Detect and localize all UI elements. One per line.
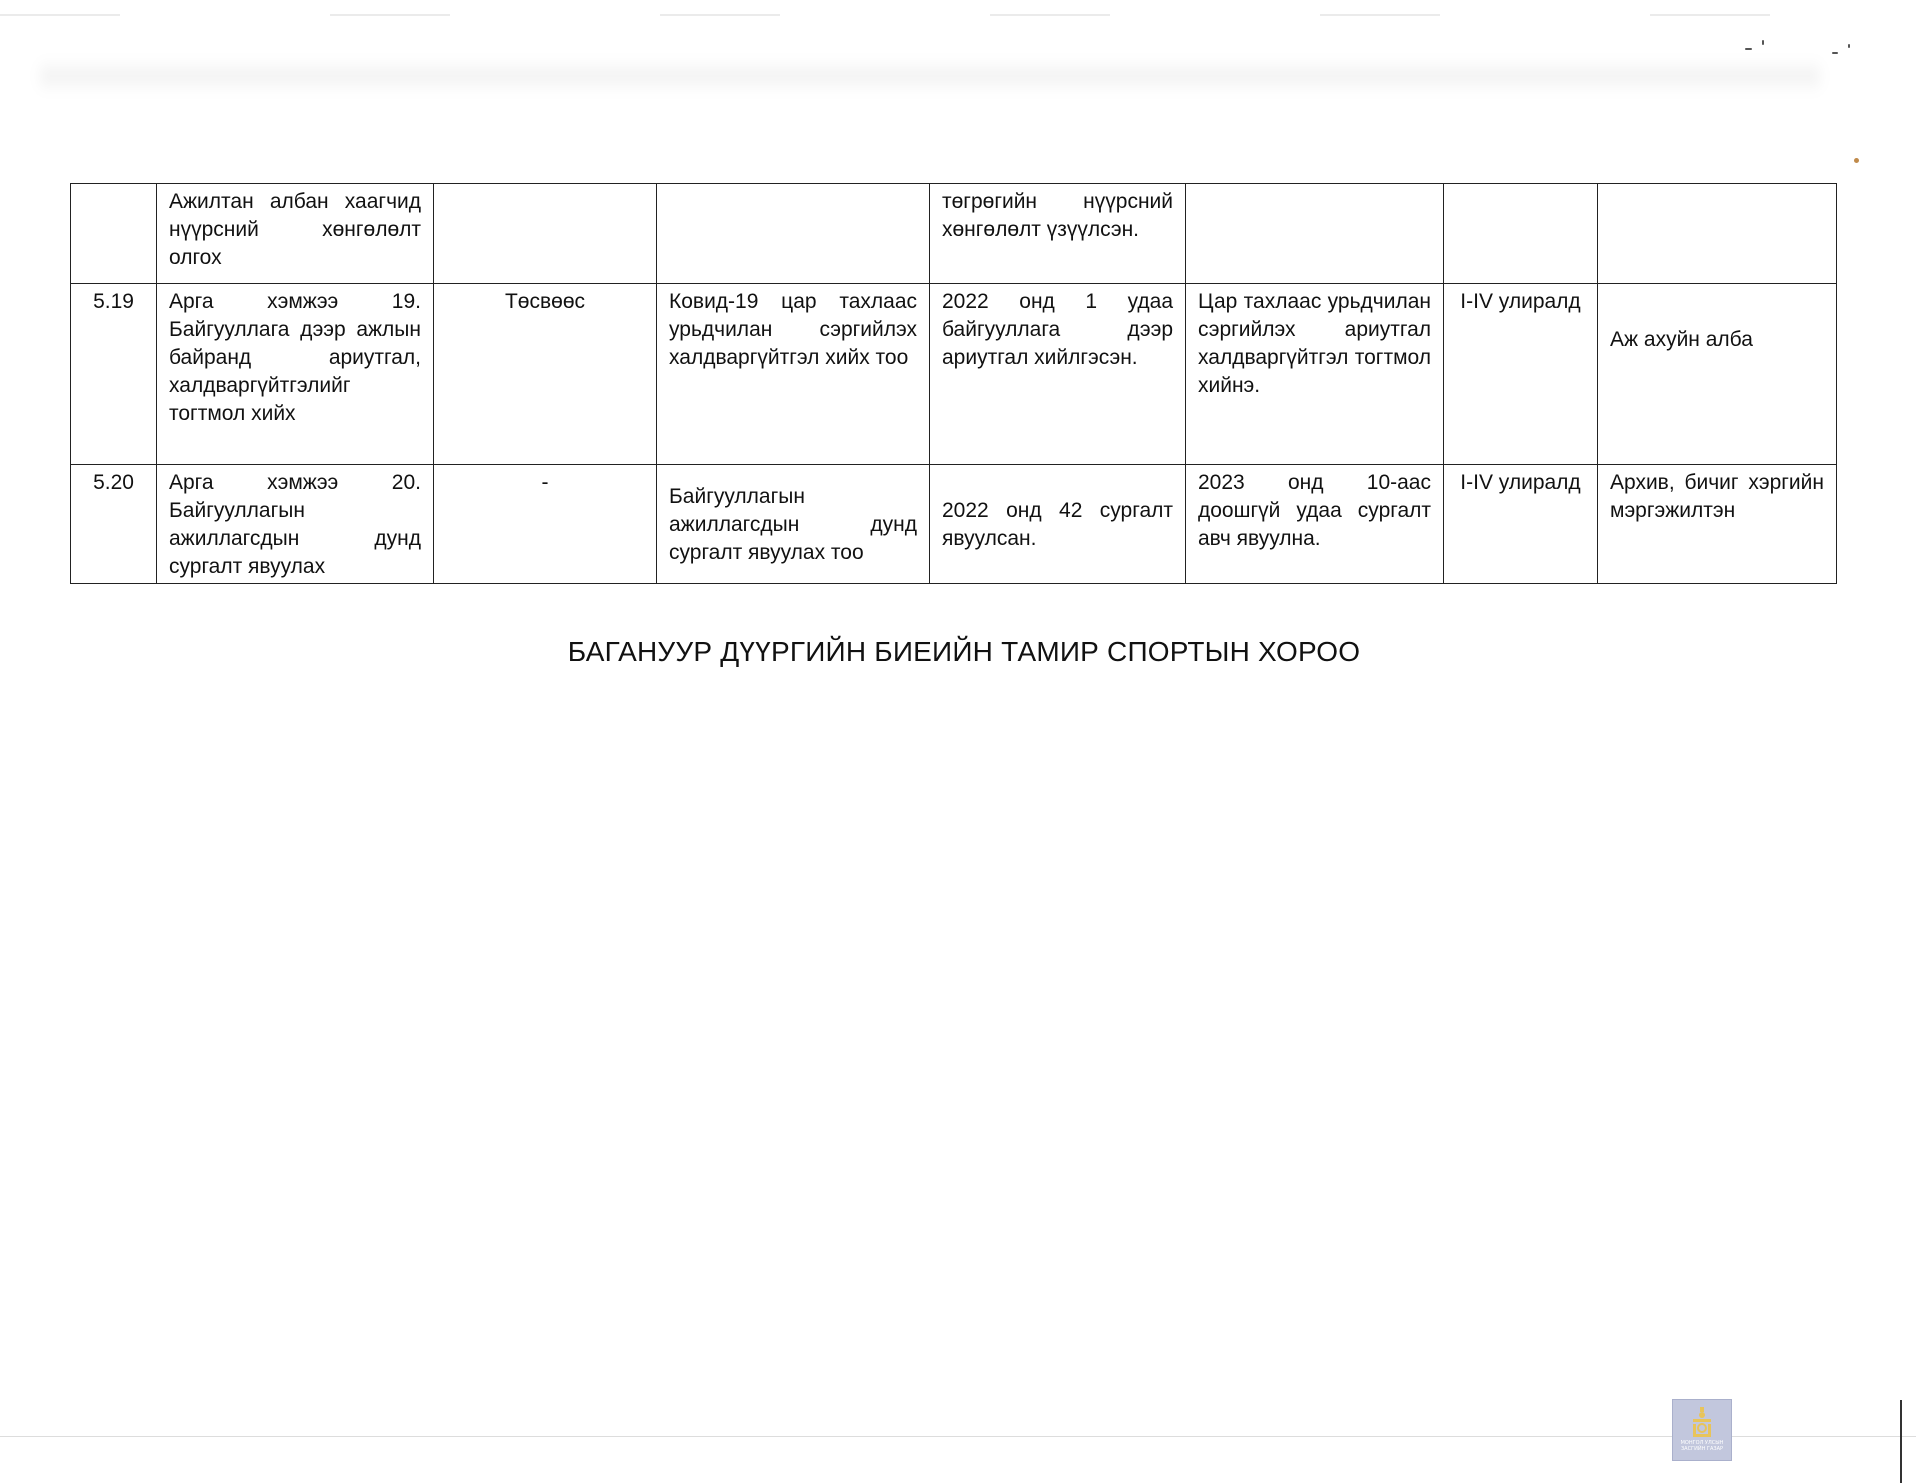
scan-speck: [1762, 40, 1764, 45]
soyombo-emblem-icon: [1687, 1406, 1717, 1438]
scan-edge-mark: [1900, 1400, 1902, 1483]
responsible-cell: Архив, бичиг хэргийн мэргэжилтэн: [1598, 465, 1837, 584]
target-cell: 2023 онд 10-аас доошгүй удаа сургалт авч явуулна.: [1186, 465, 1444, 584]
action-plan-table: [70, 183, 1837, 584]
activity-cell: Ажилтан албан хаагчид нүүрсний хөнгөлөлт олгох: [157, 184, 434, 284]
scan-speck: [1832, 52, 1838, 54]
table-row: [71, 465, 1837, 584]
scan-artifact-line: [0, 14, 1916, 16]
target-cell: Цар тахлаас урьдчилан сэргийлэх ариутгал халдваргүйтгэл тогтмол хийнэ.: [1186, 284, 1444, 465]
seal-text-line: МОНГОЛ УЛСЫН: [1680, 1440, 1724, 1446]
activity-cell: Арга хэмжээ 20. Байгууллагын ажиллагсдын дунд сургалт явуулах: [157, 465, 434, 584]
table-row: [71, 184, 1837, 284]
period-cell: I-IV улиралд: [1444, 284, 1598, 465]
activity-cell: Арга хэмжээ 19. Байгууллага дээр ажлын байранд ариутгал, халдваргүйтгэлийг тогтмол хийх: [157, 284, 434, 465]
period-cell: [1444, 184, 1598, 284]
indicator-cell: Байгууллагын ажиллагсдын дунд сургалт явуулах тоо: [657, 465, 930, 584]
table-row: [71, 284, 1837, 465]
funding-cell: Төсвөөс: [434, 284, 657, 465]
period-cell: I-IV улиралд: [1444, 465, 1598, 584]
responsible-cell: Аж ахуйн алба: [1598, 284, 1837, 465]
scan-speck: [1854, 158, 1859, 163]
scan-speck: [1745, 48, 1752, 50]
funding-cell: -: [434, 465, 657, 584]
responsible-cell: [1598, 184, 1837, 284]
indicator-cell: [657, 184, 930, 284]
baseline-cell: төгрөгийн нүүрсний хөнгөлөлт үзүүлсэн.: [930, 184, 1186, 284]
funding-cell: [434, 184, 657, 284]
scan-shadow: [40, 58, 1820, 94]
row-number: 5.20: [71, 465, 157, 584]
baseline-cell: 2022 онд 1 удаа байгууллага дээр ариутгал хийлгэсэн.: [930, 284, 1186, 465]
indicator-cell: Ковид-19 цар тахлаас урьдчилан сэргийлэх халдваргүйтгэл хийх тоо: [657, 284, 930, 465]
scan-speck: [1848, 44, 1850, 48]
government-seal: [1672, 1399, 1732, 1461]
seal-text-line: ЗАСГИЙН ГАЗАР: [1680, 1446, 1724, 1452]
row-number: 5.19: [71, 284, 157, 465]
organization-heading: БАГАНУУР ДҮҮРГИЙН БИЕИЙН ТАМИР СПОРТЫН ХОРОО: [567, 636, 1361, 667]
baseline-cell: 2022 онд 42 сургалт явуулсан.: [930, 465, 1186, 584]
scan-bottom-line: [0, 1436, 1916, 1437]
target-cell: [1186, 184, 1444, 284]
row-number: [71, 184, 157, 284]
